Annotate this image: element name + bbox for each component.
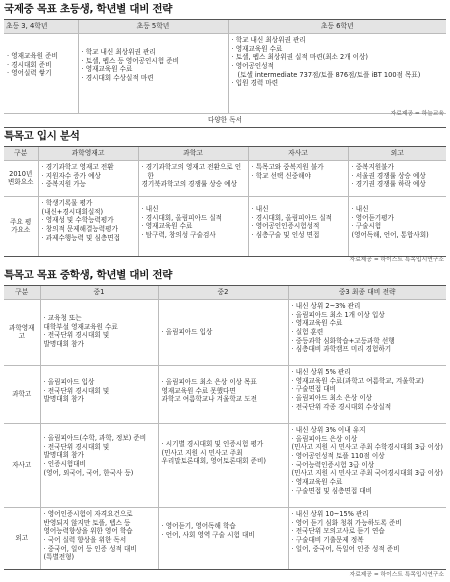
s2-header-category: 구분: [4, 147, 38, 161]
section1-title: 국제중 목표 초등생, 학년별 대비 전략: [4, 3, 173, 15]
s3-header-m2: 중2: [158, 286, 288, 300]
s1-col1: · 영재교육원 준비 · 경시대회 준비 · 영어실력 쌓기: [4, 33, 78, 113]
s1-footer: 다양한 독서: [4, 113, 446, 127]
s3-cell: · 교육청 또는 대학부설 영재교육원 수료 · 전국단위 경시대회 및 발명대회 참가: [40, 299, 158, 365]
s3-cell: · 내신 상위 5% 관리 · 영재교육원 수료(과학고 여름학교, 겨울학교) · 구술면접 대비 · 올림피아드 최소 은상 이상 · 전국단위 각종 경시대회 수상실적: [288, 365, 446, 423]
section3-title: 특목고 목표 중학생, 학년별 대비 전략: [4, 269, 173, 281]
s2-cell: · 내신 · 경시대회, 올림피아드 실적 · 영어공인인증시험성적 · 심층구술 및 인성 면접: [248, 196, 348, 256]
s3-cell: · 내신 상위 10~15% 관리 · 영어 듣기 심화 청취 가능하도록 준비 · 전국단위 모의고사로 듣기 연습 · 구술대비 기출문제 정복 · 일어, 중국어, 독일어 인증 성적 준비: [288, 507, 446, 569]
s2-cell: · 학생기록물 평가 (내신+경시대회실적) · 영재성 및 수학능력평가 · 창의적 문제해결능력평가 · 과제수행능력 및 심층면접: [38, 196, 138, 256]
s3-header-category: 구분: [4, 286, 40, 300]
s2-cell: · 중복지원불가 · 서울권 경쟁률 상승 예상 · 경기권 경쟁률 하락 예상: [348, 160, 446, 196]
s2-cell: · 특목고와 중복지원 불가 · 학교 선택 신중해야: [248, 160, 348, 196]
s3-cell: · 영어인증시험이 자격요건으로 반영되지 않지만 토플, 텝스 등 영어능력향상을 위한 영어 학습 · 국어 실력 향상을 위한 독서 · 중국어, 일어 등 인증 성적 대비 (특별전형): [40, 507, 158, 569]
s2-source: 자료제공 = 하이스트 특목입시연구소: [349, 257, 444, 263]
s3-row-label: 자사고: [4, 423, 40, 507]
s2-cell: · 경기과학고의 영재고 전환으로 인한 경기북과학고의 경쟁률 상승 예상: [138, 160, 248, 196]
s3-cell: · 시기별 경시대회 및 인증시험 평가 (민사고 지원 시 민사고 주최 우리말토론대회, 영어토론대회 준비): [158, 423, 288, 507]
section2-table: [4, 146, 446, 257]
s3-header-m3: 중3 최종 대비 전략: [288, 286, 446, 300]
s2-cell: · 내신 · 경시대회, 올림피아드 실적 · 영재교육원 수료 · 탐구력, 창의성 구술검사: [138, 196, 248, 256]
s2-cell: · 내신 · 영어듣기평가 · 구술시험 (영어독해, 언어, 통합사회): [348, 196, 446, 256]
s3-cell: · 올림피아드(수학, 과학, 정보) 준비 · 전국단위 경시대회 및 발명대회 참가 · 인증시험대비 (영어, 외국어, 국어, 한국사 등): [40, 423, 158, 507]
s3-cell: · 올림피아드 입상 · 전국단위 경시대회 및 발명대회 참가: [40, 365, 158, 423]
s3-cell: · 올림피아드 최소 은상 이상 목표 영재교육원 수료 못했다면 과학고 여름학교나 겨울학교 도전: [158, 365, 288, 423]
s3-row-label: 외고: [4, 507, 40, 569]
section1-table: [4, 19, 446, 128]
s1-header-g5: 초등 5학년: [78, 20, 228, 34]
s2-header-foreign: 외고: [348, 147, 446, 161]
s1-source: 자료제공 = 하늘교육: [390, 111, 444, 117]
s2-header-sci-gifted: 과학영재고: [38, 147, 138, 161]
s2-header-sci: 과학고: [138, 147, 248, 161]
s1-header-g34: 초등 3, 4학년: [4, 20, 78, 34]
s2-cell: · 경기과학고 영재고 전환 · 지원자수 증가 예상 · 중복지원 가능: [38, 160, 138, 196]
s3-cell: · 내신 상위 3% 이내 유지 · 올림피아드 은상 이상 (민사고 지원 시 민사고 주최 수학경시대회 3급 이상) · 영어공인성적 토플 110점 이상 · 국어능력인증시험 3급 이상 (민사고 지원 시 민사고 주최 국어경시대회 3급 이상) · 영재교육원 수료 · 구술면접 및 심층면접 대비: [288, 423, 446, 507]
s3-cell: · 영어듣기, 영어독해 학습 · 언어, 사회 영역 구술 시험 대비: [158, 507, 288, 569]
s3-cell: · 내신 상위 2~3% 관리 · 올림피아드 최소 1개 이상 입상 · 영재교육원 수료 · 실험 훈련 · 중등과학 심화학습+고등과학 선행 · 심층대비 과학캠프 미리 경험하기: [288, 299, 446, 365]
s1-header-g6: 초등 6학년: [228, 20, 446, 34]
section2-title: 특목고 입시 분석: [4, 130, 80, 142]
s3-row-label: 과학영재고: [4, 299, 40, 365]
s2-row-label: 주요 평가요소: [4, 196, 38, 256]
s3-cell: · 올림피아드 입상: [158, 299, 288, 365]
s3-header-m1: 중1: [40, 286, 158, 300]
s3-row-label: 과학고: [4, 365, 40, 423]
s3-source: 자료제공 = 하이스트 특목입시연구소: [349, 572, 444, 578]
section3-table: [4, 285, 446, 570]
s1-col3: · 학교 내신 최상위권 관리 · 영재교육원 수료 · 토셀, 펩스 최상위권 실적 마련(최소 2개 이상) · 영어공인성적 (토셀 intermediate 737점/토플 876점/토플 iBT 100점 목표) · 입원 경력 마련: [228, 33, 446, 113]
s1-col2: · 학교 내신 최상위권 관리 · 토셀, 펩스 등 영어공인시험 준비 · 영재교육원 수료 · 경시대회 수상실적 마련: [78, 33, 228, 113]
s2-row-label: 2010년 변화요소: [4, 160, 38, 196]
s2-header-private: 자사고: [248, 147, 348, 161]
